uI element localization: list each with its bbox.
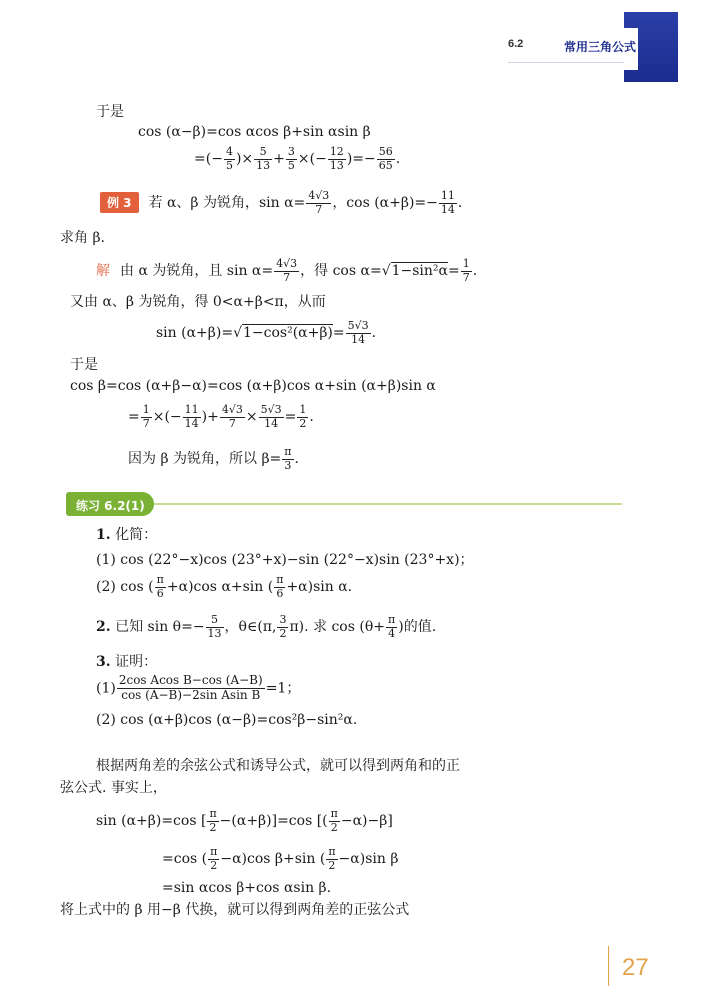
text-line: 因为 β 为锐角，所以 β= $\frac{\pi}{3}$ . bbox=[128, 445, 299, 472]
formula-line: sin (α+β)=√1−cos²(α+β)= $\frac{5√3}{14}$ . bbox=[156, 319, 377, 346]
formula-line: =(− $\frac{4}{5}$ )× $\frac{5}{13}$ + $\frac{3}{5}$ ×(− $\frac{12}{13}$ )=− $\frac{56}{65}$ . bbox=[194, 145, 401, 172]
exercise-question-3: 3. 证明： bbox=[96, 654, 158, 670]
text-line: 又由 α、β 为锐角，得 0<α+β<π，从而 bbox=[70, 294, 326, 310]
header-divider bbox=[508, 62, 624, 63]
text-line: 于是 bbox=[70, 357, 98, 373]
formula-line: = $\frac{1}{7}$ ×(− $\frac{11}{14}$ )+ $\frac{4√3}{7}$ × $\frac{5√3}{14}$ = $\frac{1}{2}$ . bbox=[128, 403, 314, 430]
exercise-item: (2) cos (α+β)cos (α−β)=cos²β−sin²α. bbox=[96, 712, 358, 728]
derivation-line: =cos ( $\frac{\pi}{2}$ −α)cos β+sin ( $\frac{\pi}{2}$ −α)sin β bbox=[162, 845, 399, 872]
section-number: 6.2 bbox=[508, 38, 524, 50]
exercise-item: (2) cos ( $\frac{\pi}{6}$ +α)cos α+sin ( $\frac{\pi}{6}$ +α)sin α. bbox=[96, 573, 353, 600]
exercise-item: (1) cos (22°−x)cos (23°+x)−sin (22°−x)sin (23°+x)； bbox=[96, 552, 474, 568]
exercise-question-2: 2. 已知 sin θ=− $\frac{5}{13}$ ，θ∈(π, $\frac{3}{2}$ π). 求 cos (θ+ $\frac{\pi}{4}$ )的值. bbox=[96, 613, 437, 640]
page-number: 27 bbox=[622, 954, 649, 981]
exercise-title: 练习 6.2(1) bbox=[66, 492, 154, 516]
page-number-rule bbox=[608, 946, 609, 986]
exercise-item: (1) $\frac{\text{2cos Acos B−cos (A−B)}}{\text{cos (A−B)−2sin Asin B}}$ =1； bbox=[96, 673, 301, 702]
example-3-line: 例 3 若 α、β 为锐角，sin α= $\frac{4√3}{7}$ ，cos (α+β)=− $\frac{11}{14}$ . bbox=[100, 190, 462, 216]
solution-label: 解 bbox=[96, 263, 110, 280]
solution-line: 解 由 α 为锐角，且 sin α= $\frac{4√3}{7}$ ，得 cos α=√1−sin²α= $\frac{1}{7}$ . bbox=[96, 257, 478, 284]
derivation-line: =sin αcos β+cos αsin β. bbox=[162, 880, 332, 896]
paragraph-line: 根据两角差的余弦公式和诱导公式，就可以得到两角和的正 bbox=[96, 758, 460, 774]
example-badge: 例 3 bbox=[100, 192, 139, 213]
exercise-divider bbox=[150, 503, 622, 505]
formula-line: cos (α−β)=cos αcos β+sin αsin β bbox=[138, 124, 371, 140]
paragraph-line: 弦公式. 事实上， bbox=[60, 780, 167, 796]
derivation-line: sin (α+β)=cos [ $\frac{\pi}{2}$ −(α+β)]=cos [( $\frac{\pi}{2}$ −α)−β] bbox=[96, 807, 393, 834]
section-title: 常用三角公式 bbox=[548, 28, 638, 70]
paragraph-line: 将上式中的 β 用−β 代换，就可以得到两角差的正弦公式 bbox=[60, 902, 410, 918]
formula-line: cos β=cos (α+β−α)=cos (α+β)cos α+sin (α+β)sin α bbox=[70, 378, 436, 394]
exercise-question-1: 1. 化简： bbox=[96, 527, 158, 543]
text-line: 求角 β. bbox=[60, 230, 105, 246]
text-line: 于是 bbox=[96, 104, 124, 120]
